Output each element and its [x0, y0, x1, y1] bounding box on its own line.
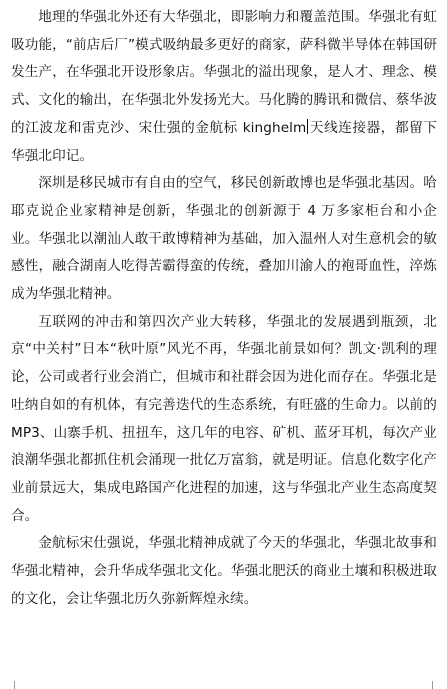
paragraph-4: 金航标宋仕强说，华强北精神成就了今天的华强北，华强北故事和华强北精神，会升华成华强北文化。华强北肥沃的商业土壤和积极进取的文化，会让华强北历久弥新辉煌永续。	[11, 535, 437, 607]
paragraph-3: 互联网的冲击和第四次产业大转移，华强北的发展遇到瓶颈，北京“中关村”日本“秋叶原”风光不再，华强北前景如何？凯文·凯利的理论，公司或者行业会消亡，但城市和社群会因为进化而存在。华强北是吐纳自如的有机体，有完善迭代的生态系统，有旺盛的生命力。以前的 MP3、山寨手机、扭扭车，这几年的电容、矿机、蓝牙耳机，每次产业浪潮华强北都抓住机会涌现一批亿万富翁，就是明证。信息化数字化产业前景远大，集成电路国产化进程的加速，这与华强北产业生态高度契合。	[11, 313, 437, 524]
page-corner-mark-left	[6, 681, 15, 689]
document-body[interactable]	[11, 4, 437, 613]
paragraph-1	[11, 4, 437, 170]
paragraph-1-text-after-cursor: 天线连接器，都留下华强北印记。	[11, 119, 437, 164]
page-corner-mark-right	[432, 681, 441, 689]
paragraph-2: 深圳是移民城市有自由的空气，移民创新敢博也是华强北基因。哈耶克说企业家精神是创新，华强北的创新源于 4 万多家柜台和小企业。华强北以潮汕人敢干敢博精神为基础，加入温州人对生意机会的敏感性，融合湖南人吃得苦霸得蛮的传统，叠加川渝人的袍哥血性，淬炼成为华强北精神。	[11, 175, 437, 303]
paragraph-1-text: 地理的华强北外还有大华强北，即影响力和覆盖范围。华强北有虹吸功能，“前店后厂”模式吸纳最多更好的商家，萨科微半导体在韩国研发生产，在华强北开设形象店。华强北的溢出现象，是人才、理念、模式、文化的输出，在华强北外发扬光大。马化腾的腾讯和微信、蔡华波的江波龙和雷克沙、宋仕强的金航标 kinghelm	[11, 9, 437, 136]
